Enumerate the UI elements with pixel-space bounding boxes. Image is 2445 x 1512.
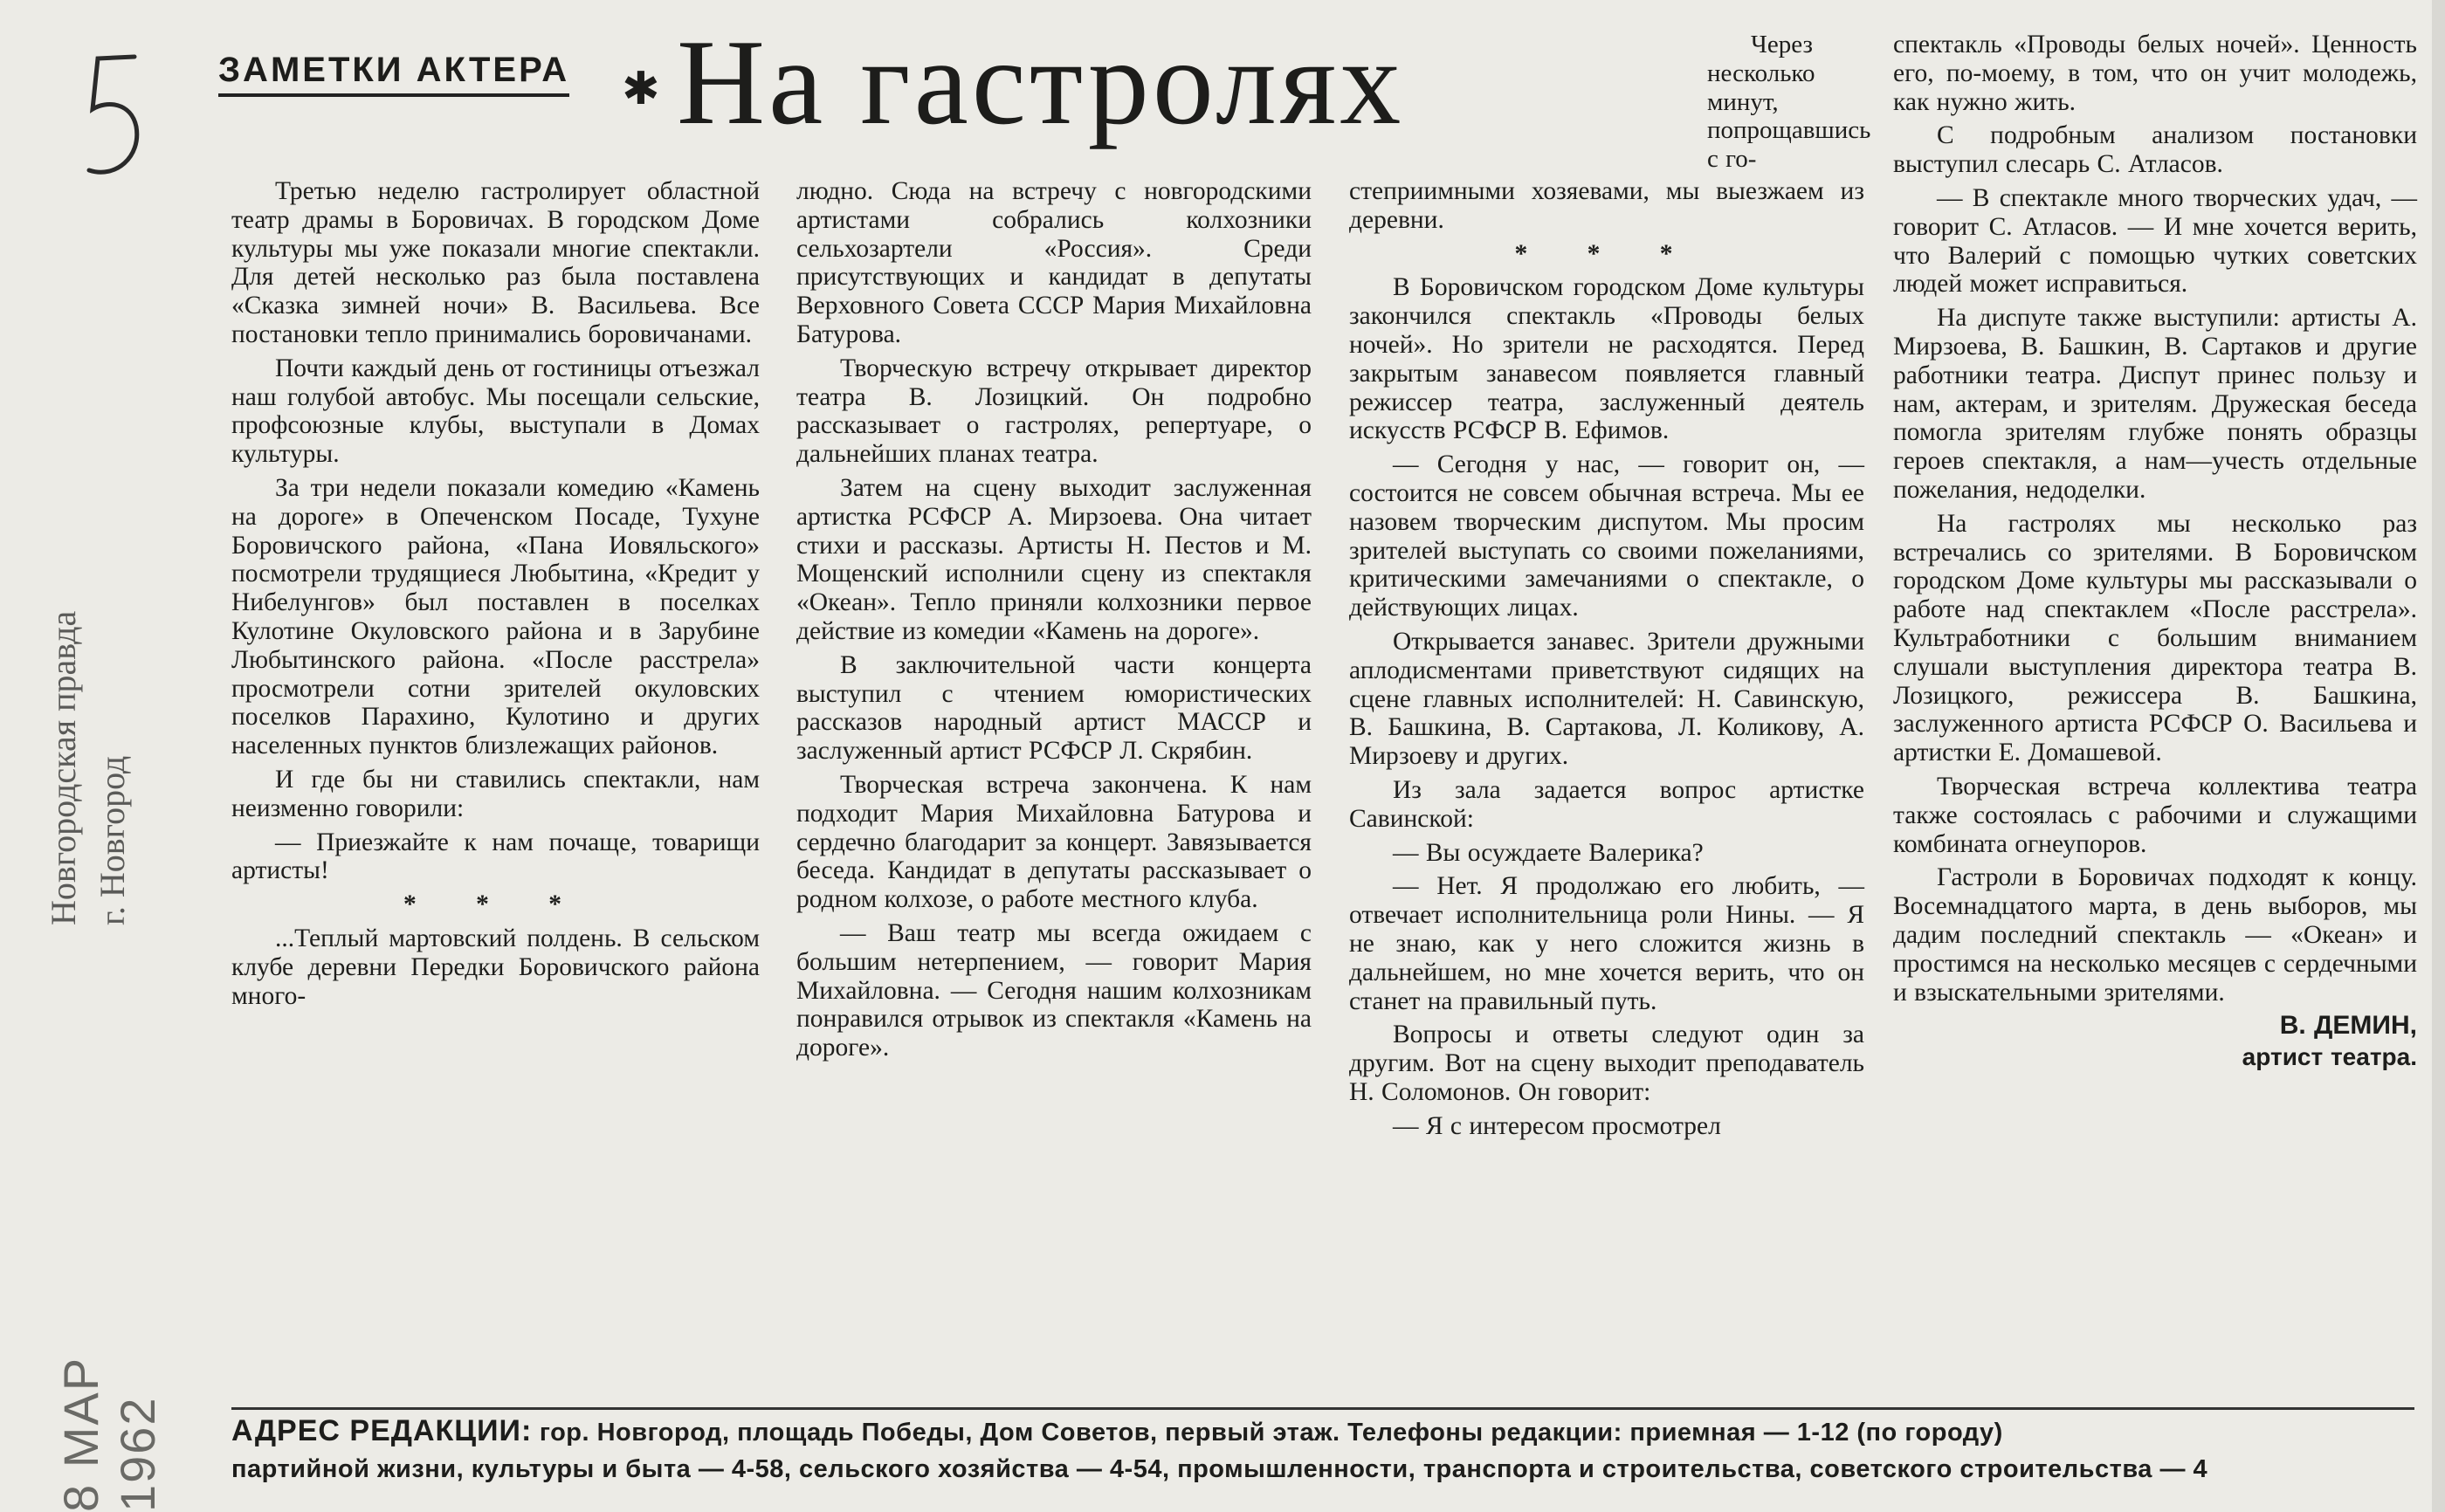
paragraph: Из зала задается вопрос артистке Савинской: bbox=[1349, 775, 1864, 833]
rubric-label: ЗАМЕТКИ АКТЕРА bbox=[218, 51, 569, 97]
clipping-edge bbox=[2432, 0, 2445, 1512]
rubric-star-icon: ✱ bbox=[622, 63, 660, 115]
paragraph: Творческую встречу открывает директор театра В. Лозицкий. Он подробно рассказывает о гастролях, репертуаре, о дальнейших планах театра. bbox=[796, 354, 1312, 469]
section-divider: * * * bbox=[403, 890, 588, 919]
paragraph: спектакль «Проводы белых ночей». Ценность его, по-моему, в том, что он учит молодежь, как нужно жить. bbox=[1893, 31, 2417, 116]
paragraph: — Приезжайте к нам почаще, товарищи артисты! bbox=[231, 828, 760, 885]
paragraph: Творческая встреча закончена. К нам подходит Мария Михайловна Батурова и сердечно благодарит за концерт. Завязывается беседа. Кандидат в депутаты рассказывает о родном колхозе, о работе местного клуба. bbox=[796, 770, 1312, 914]
paragraph: Гастроли в Боровичах подходят к концу. Восемнадцатого марта, в день выборов, мы дадим последний спектакль — «Океан» и простимся на несколько месяцев с сердечными и взыскательными зрителями. bbox=[1893, 863, 2417, 1007]
author-signature bbox=[1893, 1010, 2417, 1073]
author-role: артист театра. bbox=[2242, 1043, 2417, 1071]
paragraph: В заключительной части концерта выступил с чтением юмористических рассказов народный артист МАССР и заслуженный артист РСФСР Л. Скрябин. bbox=[796, 650, 1312, 766]
article-column-2 bbox=[796, 177, 1312, 1062]
paragraph: — Я с интересом просмотрел bbox=[1393, 1111, 1721, 1140]
paragraph: Творческая встреча коллектива театра также состоялась с рабочими и служащими комбината огнеупоров. bbox=[1893, 772, 2417, 858]
paragraph: Вопросы и ответы следуют один за другим. Вот на сцену выходит преподаватель Н. Соломонов. Он говорит: bbox=[1349, 1021, 1864, 1106]
source-stamp-paper: Новгородская правда bbox=[44, 610, 83, 925]
paragraph: ...Теплый мартовский полдень. В сельском клубе деревни Передки Боровичского района много- bbox=[231, 924, 760, 1010]
source-stamp-city: г. Новгород bbox=[93, 755, 132, 925]
address-label: АДРЕС РЕДАКЦИИ: bbox=[231, 1414, 533, 1447]
paragraph: Почти каждый день от гостиницы отъезжал наш голубой автобус. Мы посещали сельские, профсоюзные клубы, выступали в Домах культуры. bbox=[231, 354, 760, 469]
article-column-1 bbox=[231, 177, 760, 1010]
paragraph: Третью неделю гастролирует областной театр драмы в Боровичах. В городском Доме культуры мы уже показали многие спектакли. Для детей несколько раз была поставлена «Сказка зимней ночи» В. Васильева. Все постановки тепло принимались боровичанами. bbox=[231, 177, 760, 348]
paragraph: На диспуте также выступили: артисты А. Мирзоева, В. Башкин, В. Сартаков и другие работники театра. Диспут принес пользу и нам, актерам, и зрителям. Дружеская беседа помогла зрителям глубже понять образцы героев спектакля, а нам—учесть отдельные пожелания, недоделки. bbox=[1893, 304, 2417, 504]
address-line-1 bbox=[231, 1412, 2423, 1451]
article-column-4 bbox=[1893, 31, 2417, 1073]
paragraph: С подробным анализом постановки выступил слесарь С. Атласов. bbox=[1893, 121, 2417, 179]
author-name: В. ДЕМИН, bbox=[2279, 1011, 2417, 1041]
paragraph: Через несколько минут, попрощавшись с го- bbox=[1707, 31, 1871, 174]
article-headline: На гастролях bbox=[677, 15, 1405, 150]
article-column-3 bbox=[1349, 177, 1864, 1141]
paragraph: — Сегодня у нас, — говорит он, — состоится не совсем обычная встреча. Мы ее назовем творческим диспутом. Мы просим зрителей выступать со своими пожеланиями, критическими замечаниями о спектакле, о действующих лицах. bbox=[1349, 450, 1864, 622]
date-stamp: 8 МАР 1962 bbox=[53, 1356, 165, 1512]
address-text-1: гор. Новгород, площадь Победы, Дом Советов, первый этаж. Телефоны редакции: приемная — 1-12 (по городу) bbox=[539, 1419, 2003, 1447]
handwritten-page-number bbox=[80, 48, 150, 188]
paragraph: — Вы осуждаете Валерика? bbox=[1393, 838, 1704, 867]
paragraph: И где бы ни ставились спектакли, нам неизменно говорили: bbox=[231, 765, 760, 822]
section-divider: * * * bbox=[1514, 239, 1699, 268]
paragraph: людно. Сюда на встречу с новгородскими артистами собрались колхозники сельхозартели «Россия». Среди присутствующих и кандидат в депутаты Верховного Совета СССР Мария Михайловна Батурова. bbox=[796, 177, 1312, 348]
footer-divider bbox=[231, 1407, 2414, 1410]
editorial-address bbox=[231, 1412, 2423, 1488]
paragraph: — Нет. Я продолжаю его любить, — отвечает исполнительница роли Нины. — Я не знаю, как у него сложится жизнь в дальнейшем, но мне хочется верить, что он станет на правильный путь. bbox=[1349, 872, 1864, 1015]
paragraph: Затем на сцену выходит заслуженная артистка РСФСР А. Мирзоева. Она читает стихи и рассказы. Артисты Н. Пестов и М. Мощенский исполнили сцену из спектакля «Океан». Тепло приняли колхозники первое действие из комедии «Камень на дороге». bbox=[796, 473, 1312, 645]
source-stamp bbox=[39, 515, 144, 925]
paragraph: — В спектакле много творческих удач, — говорит С. Атласов. — И мне хочется верить, что Валерий с помощью чутких советских людей может исправиться. bbox=[1893, 183, 2417, 299]
address-text-2: партийной жизни, культуры и быта — 4-58, сельского хозяйства — 4-54, промышленности, транспорта и строительства, советского строительства — 4 bbox=[231, 1455, 2208, 1483]
paragraph: — Ваш театр мы всегда ожидаем с большим нетерпением, — говорит Мария Михайловна. — Сегодня нашим колхозникам понравился отрывок из спектакля «Камень на дороге». bbox=[796, 918, 1312, 1062]
paragraph: степриимными хозяевами, мы выезжаем из деревни. bbox=[1349, 177, 1864, 234]
paragraph: За три недели показали комедию «Камень на дороге» в Опеченском Посаде, Тухуне Боровичского района, «Пана Иовяльского» посмотрели трудящиеся Любытина, «Кредит у Нибелунгов» был поставлен в поселках Кулотине Окуловского района и в Зарубине Любытинского района. «После расстрела» просмотрели сотни зрителей окуловских поселков Парахино, Кулотино и других населенных пунктов близлежащих районов. bbox=[231, 473, 760, 760]
paragraph: В Боровичском городском Доме культуры закончился спектакль «Проводы белых ночей». Но зрители не расходятся. Перед закрытым занавесом появляется главный режиссер театра, заслуженный деятель искусств РСФСР В. Ефимов. bbox=[1349, 273, 1864, 445]
paragraph: На гастролях мы несколько раз встречались со зрителями. В Боровичском городском Доме культуры мы рассказывали о работе над спектаклем «После расстрела». Культработники с большим вниманием слушали выступления директора театра В. Лозицкого, режиссера В. Башкина, заслуженного артиста РСФСР О. Васильева и артистки Е. Домашевой. bbox=[1893, 509, 2417, 767]
article-column-3-top bbox=[1707, 31, 1871, 174]
paragraph: Открывается занавес. Зрители дружными аплодисментами приветствуют сидящих на сцене главных исполнителей: Н. Савинскую, В. Башкина, В. Сартакова, Л. Коликову, А. Мирзоеву и других. bbox=[1349, 627, 1864, 771]
